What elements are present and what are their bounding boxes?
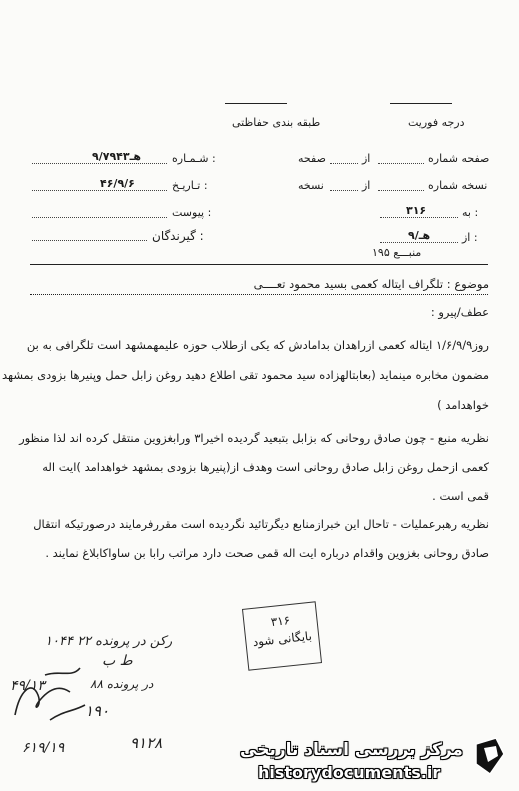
- copy-of-dots: [330, 190, 358, 191]
- stamp-number: ۳۱۶: [270, 613, 291, 630]
- from-value: ۹/هـ: [408, 229, 431, 242]
- source-label: منبـــع ۱۹۵: [372, 246, 422, 259]
- recipients-dots: [32, 240, 147, 241]
- page-unit-label: صفحه: [298, 152, 326, 165]
- page-number-label: صفحه شماره: [428, 152, 490, 165]
- classification-label: طبقه بندی حفاظتی: [232, 116, 321, 129]
- body-line-7: نظریه رهبرعملیات - تاحال این خبرازمنابع دیگرتائید نگردیده است مقررفرمایند درصورتیکه انتقال: [33, 517, 489, 531]
- watermark-logo: [472, 736, 508, 776]
- handwritten-note-1: رکن در پرونده ۲۲ ۱۰۴۴: [45, 634, 173, 649]
- to-label: به :: [462, 206, 479, 219]
- reference-line: عطف/پیرو :: [430, 305, 489, 319]
- page-of-label: از: [362, 152, 371, 165]
- page-of-dots: [330, 163, 358, 164]
- number-dots: [32, 163, 167, 164]
- stamp-text: بایگانی شود: [252, 628, 313, 650]
- handwritten-note-2: در پرونده ۸۸: [90, 677, 154, 691]
- page-number-dots: [378, 163, 424, 164]
- number-label: شـمـاره :: [172, 152, 216, 165]
- number-value: ۹/۷۹۴۳هـ: [92, 150, 141, 163]
- attachment-label: پیوست :: [172, 206, 212, 219]
- subject-line: موضوع : تلگراف ایتاله کعمی بسید محمود تعــــی: [253, 277, 489, 291]
- handwritten-note-4: ۱۹۰: [85, 702, 110, 720]
- top-rule-left: [225, 103, 287, 104]
- signature-scribble: [10, 660, 90, 730]
- body-line-2: مضمون مخابره مینماید (بعابتالهزاده سید محمود تقی اطلاع دهید روغن زابل حمل وپنیرها بزودی بمشهد: [2, 368, 489, 382]
- from-label: از :: [462, 231, 478, 244]
- body-line-4: نظریه منبع - چون صادق روحانی که بزابل بتبعید گردیده اخیرا۳ ورابغزوین منتقل کرده اند لذا منظور: [19, 431, 489, 445]
- subject-rule: [30, 294, 488, 295]
- copy-number-dots: [378, 190, 424, 191]
- copy-unit-label: نسخه: [298, 179, 324, 192]
- from-dots: [380, 242, 458, 243]
- attachment-dots: [32, 217, 167, 218]
- priority-label: درجه فوریت: [408, 116, 465, 129]
- date-dots: [32, 190, 167, 191]
- handwritten-note-3: ط ب: [102, 653, 133, 669]
- handwritten-date: ۶۱۹/۱۹: [22, 740, 65, 756]
- to-dots: [380, 217, 458, 218]
- copy-of-label: از: [362, 179, 371, 192]
- body-line-8: صادق روحانی بغزوین واقدام درباره ایت اله قمی صحت دارد مراتب رابا بن ساواکابلاغ نمایند .: [45, 546, 489, 560]
- handwritten-note-6: ۹۱۲۸: [130, 734, 163, 752]
- date-value: ۴۶/۹/۶: [100, 177, 135, 190]
- top-rule-right: [390, 103, 452, 104]
- body-line-3: خواهدامد ): [437, 398, 489, 412]
- date-label: تـاریـخ :: [172, 179, 208, 192]
- body-line-5: کعمی ازحمل روغن زابل صادق روحانی است وهدف از(پنیرها بزودی بمشهد خواهدامد )ایت اله: [42, 460, 489, 474]
- header-separator: [30, 264, 488, 265]
- watermark-url: historydocuments.ir: [258, 763, 441, 782]
- body-line-1: روز۱/۶/۹/۹ ایتاله کعمی ازراهدان بدامادش که یکی ازطلاب حوزه علیمهمشهد است تلگرافی به بن: [26, 338, 489, 352]
- watermark-title: مرکز بررسی اسناد تاریخی: [240, 740, 463, 760]
- handwritten-note-5: ۴۹/۱۳: [10, 678, 45, 694]
- copy-number-label: نسخه شماره: [428, 179, 488, 192]
- archive-stamp: [242, 601, 322, 670]
- recipients-label: گیرندگان :: [152, 229, 204, 243]
- to-value: ۳۱۶: [406, 204, 427, 217]
- body-line-6: قمی است .: [432, 489, 489, 503]
